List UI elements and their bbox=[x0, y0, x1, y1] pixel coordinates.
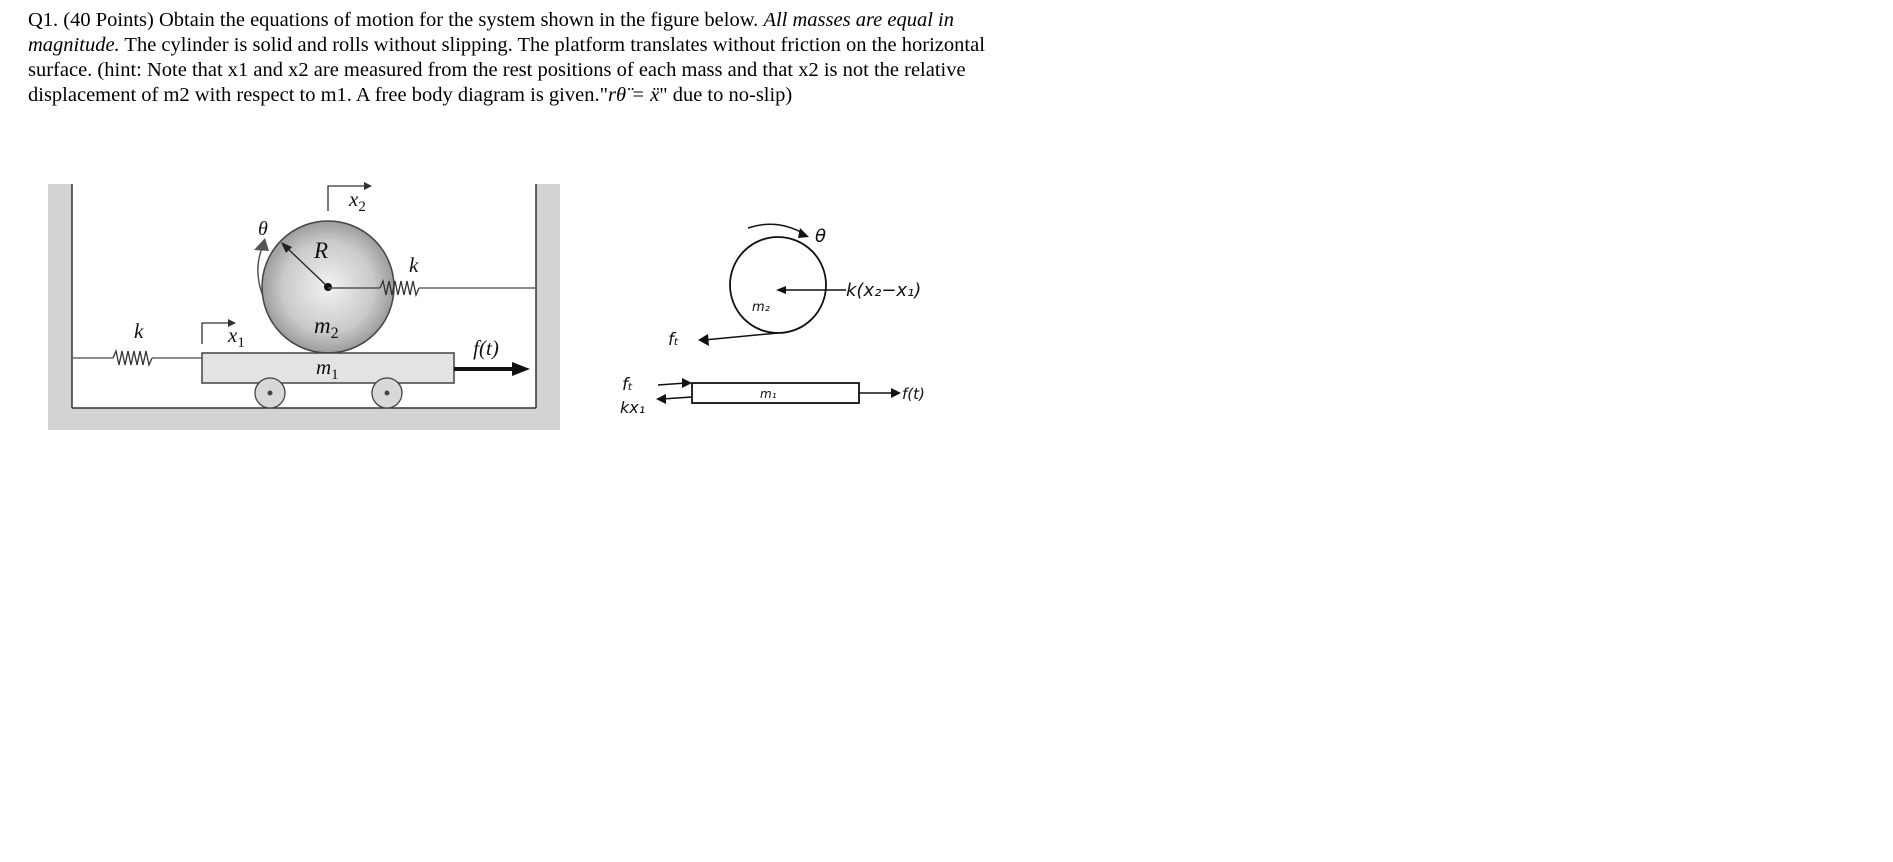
system-figure bbox=[48, 178, 560, 430]
question-equal-masses: All masses are equal in magnitude. bbox=[28, 9, 954, 56]
fbd-kx1-label: kx₁ bbox=[620, 398, 646, 417]
m1-label: $m_1$ bbox=[316, 355, 339, 383]
right-spring-label: k bbox=[409, 253, 419, 277]
force-label: f(t) bbox=[473, 336, 499, 360]
cylinder-center bbox=[324, 283, 332, 291]
fbd-force-arrowhead bbox=[891, 388, 901, 398]
fbd-friction-bottom-line bbox=[658, 383, 686, 385]
free-body-diagram bbox=[600, 215, 960, 430]
fbd-friction-bottom-label: fₜ bbox=[622, 375, 633, 395]
question-body: The cylinder is solid and rolls without slipping. The platform translates without friction on the horizontal surface. (hint: Note that x1 and x2 are measured from the rest positions of each mass and that x2 is not the relative displacement of m2 with respect to m1. A free body diagram is given." bbox=[28, 34, 985, 106]
fbd-rotation-arrowhead bbox=[798, 228, 809, 238]
no-slip-equation: rθ̈ = ẍ bbox=[607, 84, 660, 106]
x2-label: $x_2$ bbox=[349, 187, 366, 215]
question-end: " due to no-slip) bbox=[659, 84, 793, 106]
fbd-friction-bottom-arrowhead bbox=[682, 378, 692, 388]
left-wheel-hub bbox=[268, 391, 273, 396]
fbd-rotation-arrow bbox=[748, 224, 806, 235]
x1-label: $x_1$ bbox=[228, 323, 245, 351]
fbd-theta-label: θ bbox=[815, 226, 827, 247]
fbd-m2-label: m₂ bbox=[752, 300, 770, 315]
left-spring-label: k bbox=[134, 319, 144, 343]
fbd-force-label: f(t) bbox=[902, 385, 925, 403]
m2-label: $m_2$ bbox=[314, 313, 339, 342]
question-intro: Q1. (40 Points) Obtain the equations of motion for the system shown in the figure below. bbox=[28, 9, 764, 31]
question-text bbox=[28, 8, 988, 108]
fbd-center-arrow bbox=[776, 286, 786, 294]
fbd-friction-top-arrowhead bbox=[698, 334, 709, 346]
fbd-cylinder bbox=[730, 237, 826, 333]
fbd-spring-force-label: k(x₂−x₁) bbox=[846, 280, 922, 301]
fbd-kx1-arrowhead bbox=[656, 394, 666, 404]
radius-label: R bbox=[314, 238, 329, 263]
right-wheel-hub bbox=[385, 391, 390, 396]
fbd-m1-label: m₁ bbox=[760, 387, 777, 401]
fbd-kx1-line bbox=[662, 397, 692, 399]
fbd-friction-top-line bbox=[704, 333, 778, 340]
fbd-friction-top-label: fₜ bbox=[668, 330, 679, 350]
theta-label: θ bbox=[258, 218, 268, 240]
